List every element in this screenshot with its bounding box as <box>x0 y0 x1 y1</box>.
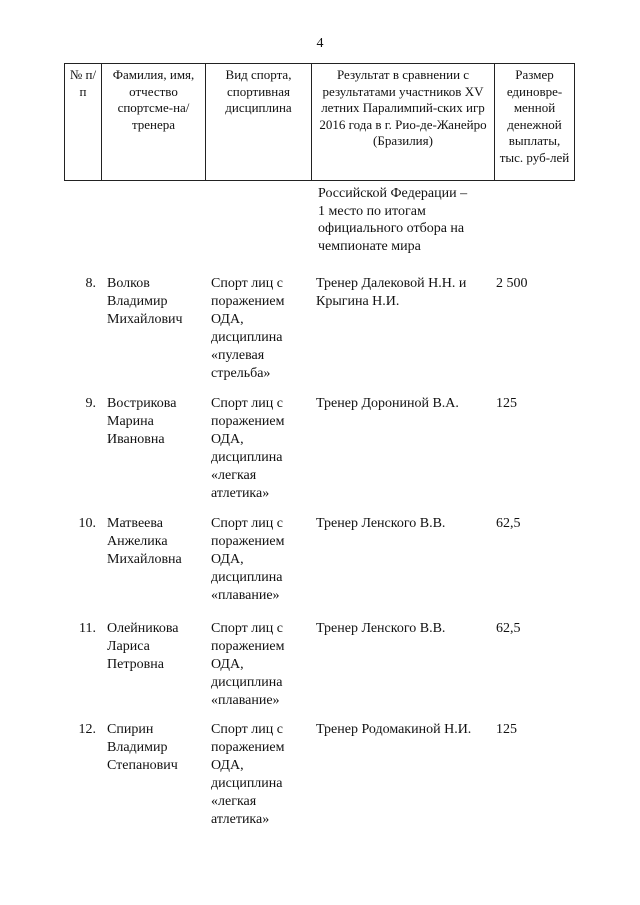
person-name <box>107 515 207 569</box>
sport-line: ОДА, <box>211 758 244 773</box>
result-line: Тренер Ленского В.В. <box>316 621 446 636</box>
name-line: Михайлович <box>107 312 183 327</box>
sport-line: поражением <box>211 414 285 429</box>
sport-line: «пулевая <box>211 348 265 363</box>
name-line: Волков <box>107 276 150 291</box>
sport-line: стрельба» <box>211 366 271 381</box>
continuation-line: официального отбора на <box>318 221 465 236</box>
result-text <box>316 395 498 413</box>
row-number: 8. <box>85 276 96 291</box>
result-line: Тренер Далековой Н.Н. и <box>316 276 467 291</box>
continuation-line: Российской Федерации – <box>318 186 468 201</box>
sport-line: Спорт лиц с <box>211 516 283 531</box>
name-line: Матвеева <box>107 516 164 531</box>
row-number: 12. <box>78 722 96 737</box>
continuation-text <box>318 185 493 255</box>
sport-line: «легкая <box>211 794 257 809</box>
sport-discipline <box>211 515 311 605</box>
sport-line: ОДА, <box>211 432 244 447</box>
sport-line: поражением <box>211 639 285 654</box>
result-line: Тренер Ленского В.В. <box>316 516 446 531</box>
person-name <box>107 721 207 775</box>
name-line: Степанович <box>107 758 178 773</box>
payment-amount: 62,5 <box>496 621 521 636</box>
name-line: Спирин <box>107 722 154 737</box>
name-line: Петровна <box>107 657 164 672</box>
sport-line: «плавание» <box>211 588 280 603</box>
table-header <box>64 63 575 181</box>
continuation-line: чемпионате мира <box>318 238 421 254</box>
payment-amount: 125 <box>496 722 517 737</box>
sport-line: ОДА, <box>211 657 244 672</box>
result-line: Тренер Дорониной В.А. <box>316 396 459 411</box>
name-line: Михайловна <box>107 552 182 567</box>
sport-discipline <box>211 395 311 503</box>
result-text <box>316 721 498 739</box>
header-number: № п/п <box>65 64 102 181</box>
sport-line: дисциплина <box>211 675 283 690</box>
page-number: 4 <box>316 36 324 51</box>
payment-amount: 62,5 <box>496 516 521 531</box>
payment-amount: 2 500 <box>496 276 528 291</box>
sport-line: «плавание» <box>211 693 280 708</box>
header-amount: Размер единовре-менной денежной выплаты, тыс. руб-лей <box>495 64 575 181</box>
sport-discipline <box>211 275 311 383</box>
result-text <box>316 515 498 533</box>
row-number: 9. <box>85 396 96 411</box>
result-line: Тренер Родомакиной Н.И. <box>316 722 472 737</box>
row-number: 11. <box>79 621 96 636</box>
name-line: Лариса <box>107 639 150 654</box>
payment-amount: 125 <box>496 396 517 411</box>
sport-line: дисциплина <box>211 570 283 585</box>
result-text <box>316 275 498 311</box>
sport-discipline <box>211 620 311 710</box>
header-result: Результат в сравнении с результатами участников XV летних Паралимпий-ских игр 2016 года в г. Рио-де-Жанейро (Бразилия) <box>312 64 495 181</box>
name-line: Олейникова <box>107 621 179 636</box>
sport-line: поражением <box>211 294 285 309</box>
row-number: 10. <box>78 516 96 531</box>
person-name <box>107 275 207 329</box>
sport-line: Спорт лиц с <box>211 276 283 291</box>
header-sport: Вид спорта, спортивная дисциплина <box>206 64 312 181</box>
person-name <box>107 620 207 674</box>
name-line: Владимир <box>107 294 168 309</box>
sport-line: Спорт лиц с <box>211 621 283 636</box>
sport-line: атлетика» <box>211 486 270 501</box>
sport-discipline <box>211 721 311 829</box>
name-line: Марина <box>107 414 154 429</box>
continuation-line: 1 место по итогам <box>318 203 426 219</box>
name-line: Владимир <box>107 740 168 755</box>
person-name <box>107 395 207 449</box>
result-text <box>316 620 498 638</box>
sport-line: Спорт лиц с <box>211 396 283 411</box>
name-line: Анжелика <box>107 534 168 549</box>
name-line: Ивановна <box>107 432 165 447</box>
sport-line: Спорт лиц с <box>211 722 283 737</box>
sport-line: атлетика» <box>211 812 270 827</box>
sport-line: дисциплина <box>211 330 283 345</box>
sport-line: поражением <box>211 534 285 549</box>
header-name: Фамилия, имя, отчество спортсме-на/тренера <box>102 64 206 181</box>
sport-line: дисциплина <box>211 776 283 791</box>
header-row <box>65 64 575 181</box>
name-line: Вострикова <box>107 396 177 411</box>
sport-line: ОДА, <box>211 552 244 567</box>
sport-line: ОДА, <box>211 312 244 327</box>
sport-line: «легкая <box>211 468 257 483</box>
sport-line: дисциплина <box>211 450 283 465</box>
result-line: Крыгина Н.И. <box>316 294 400 309</box>
sport-line: поражением <box>211 740 285 755</box>
